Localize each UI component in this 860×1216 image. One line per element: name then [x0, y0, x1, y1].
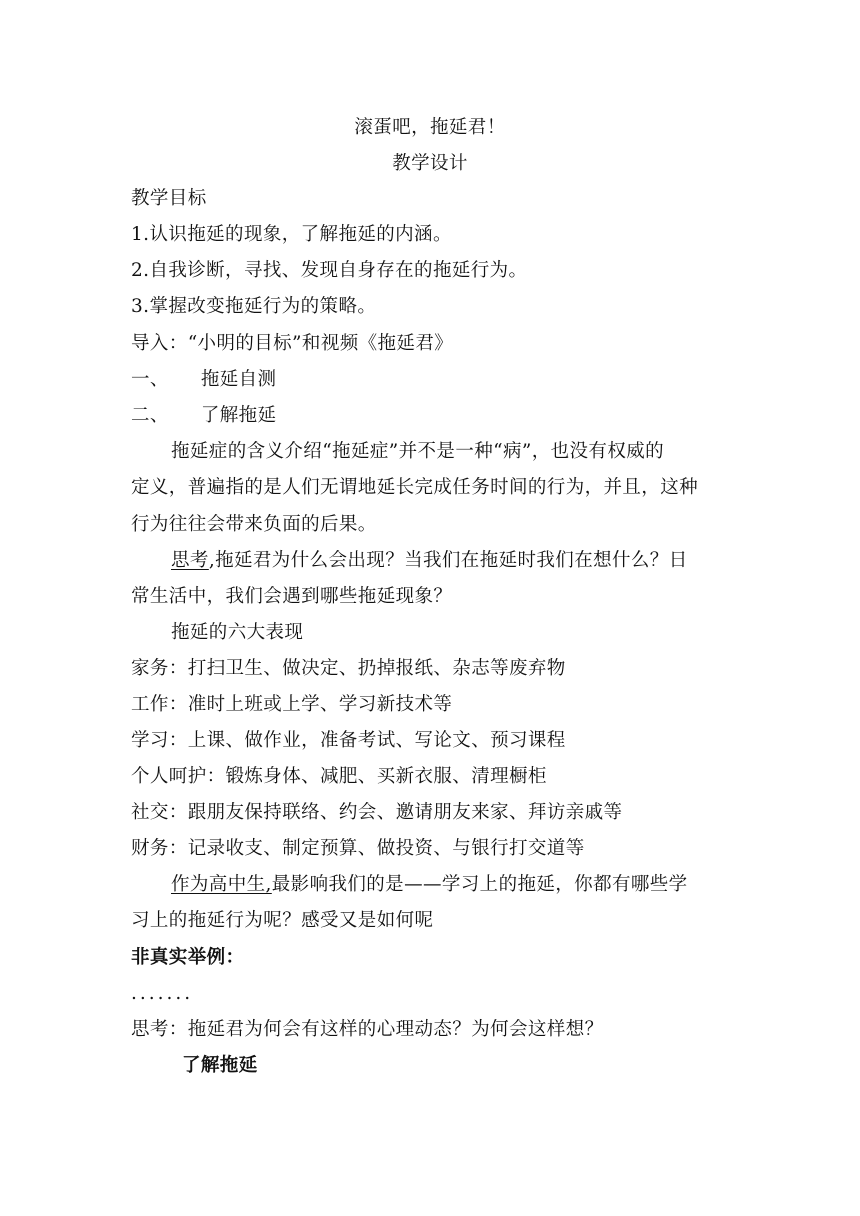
definition-line-3: 行为往往会带来负面的后果。	[131, 514, 377, 535]
think-1-label: 思考	[171, 550, 209, 571]
section-2	[131, 404, 276, 428]
ellipsis: .......	[131, 983, 194, 1004]
definition-line-1: 拖延症的含义介绍“拖延症”并不是一种“病”，也没有权威的	[171, 441, 665, 462]
objective-1: 1.认识拖延的现象，了解拖延的内涵。	[131, 224, 452, 245]
six-item-finance: 财务：记录收支、制定预算、做投资、与银行打交道等	[131, 838, 585, 859]
six-heading: 拖延的六大表现	[171, 622, 304, 643]
objective-2: 2.自我诊断，寻找、发现自身存在的拖延行为。	[131, 260, 528, 281]
six-item-social: 社交：跟朋友保持联络、约会、邀请朋友来家、拜访亲戚等	[131, 802, 623, 823]
think-2-line: 思考：拖延君为何会有这样的心理动态？为何会这样想？	[131, 1019, 604, 1040]
definition-line-2: 定义，普遍指的是人们无谓地延长完成任务时间的行为，并且，这种	[131, 477, 699, 498]
student-label: 作为高中生,	[171, 874, 272, 895]
section-2-number: 二、	[131, 405, 169, 426]
six-item-study: 学习：上课、做作业，准备考试、写论文、预习课程	[131, 730, 566, 751]
six-item-housework: 家务：打扫卫生、做决定、扔掉报纸、杂志等废弃物	[131, 658, 566, 679]
section-1-number: 一、	[131, 369, 169, 390]
section-2-text: 了解拖延	[200, 405, 277, 426]
objective-3: 3.掌握改变拖延行为的策略。	[131, 296, 377, 317]
objectives-heading: 教学目标	[131, 188, 207, 209]
student-text: 最影响我们的是——学习上的拖延，你都有哪些学	[271, 874, 688, 895]
understand-heading: 了解拖延	[182, 1055, 258, 1076]
think-1-text: ,拖延君为什么会出现？当我们在拖延时我们在想什么？日	[208, 550, 688, 571]
six-item-work: 工作：准时上班或上学、学习新技术等	[131, 694, 453, 715]
think-1-line-2: 常生活中，我们会遇到哪些拖延现象？	[131, 586, 453, 607]
student-line-1	[171, 873, 688, 897]
intro-line: 导入：“小明的目标”和视频《拖延君》	[131, 333, 454, 354]
six-item-personal-care: 个人呵护：锻炼身体、减肥、买新衣服、清理橱柜	[131, 766, 547, 787]
section-1	[131, 368, 276, 392]
doc-title: 滚蛋吧，拖延君！	[354, 117, 506, 138]
think-1-line-1	[171, 549, 688, 573]
example-heading: 非真实举例：	[131, 947, 245, 968]
student-line-2: 习上的拖延行为呢？感受又是如何呢	[131, 910, 434, 931]
section-1-text: 拖延自测	[200, 369, 277, 390]
doc-subtitle: 教学设计	[392, 153, 468, 174]
